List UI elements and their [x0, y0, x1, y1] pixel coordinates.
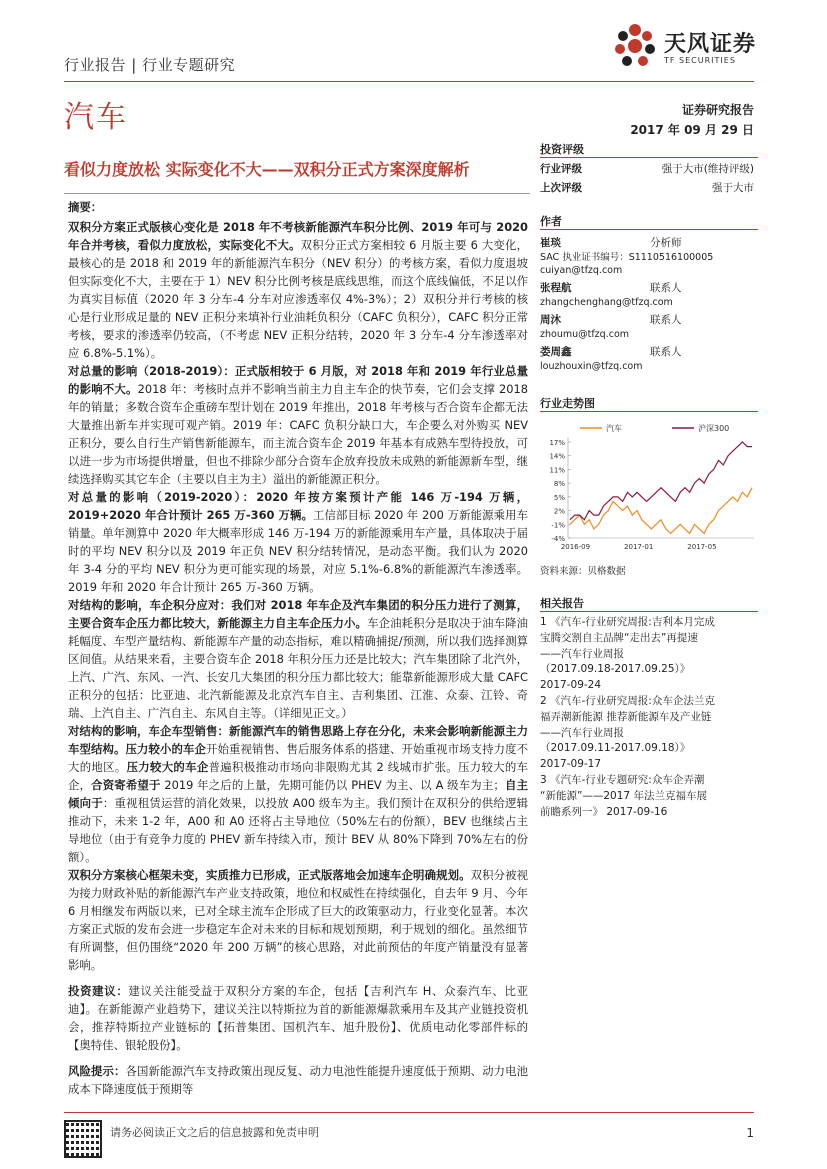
prev-rating-label: 上次评级	[540, 182, 582, 194]
author-email[interactable]: zhoumu@tfzq.com	[540, 329, 630, 340]
body-text: 普遍积极推动市场向非限购尤其 2 线城市扩张。压力较大的车企，	[68, 760, 528, 792]
sector-title: 汽车	[64, 100, 128, 135]
bold-text: 自主倾向于	[68, 778, 528, 810]
bold-text: 合资寄希望于	[91, 778, 161, 792]
rating-label: 行业评级	[540, 163, 582, 175]
summary-body	[68, 198, 528, 1098]
related-report-line[interactable]: 1 《汽车-行业研究周报:吉利本月完成	[540, 616, 715, 628]
qr-code-icon	[64, 1120, 102, 1158]
title-divider	[64, 193, 530, 194]
author-email[interactable]: cuiyan@tfzq.com	[540, 265, 623, 276]
author-cert: SAC 执业证书编号：S1110516100005	[540, 252, 714, 263]
author-name: 崔琰	[540, 237, 561, 249]
bold-text: 对总量的影响（2018-2019）：正式版相较于 6 月版，对 2018 年和 2019 年行业总量的影响不大。	[68, 364, 528, 396]
author-name: 周沐	[540, 314, 561, 326]
bold-text: 压力较小的车企	[125, 742, 207, 756]
related-header: 相关报告	[540, 597, 584, 610]
trend-divider	[540, 411, 758, 412]
bold-text: 压力较大的车企	[126, 760, 209, 774]
y-tick-label: 17%	[549, 439, 565, 447]
rating-value: 强于大市(维持评级)	[661, 163, 754, 175]
header-divider	[64, 81, 754, 82]
footer-divider	[64, 1112, 754, 1113]
body-text: 建议关注能受益于双积分方案的车企，包括【吉利汽车 H、众泰汽车、比亚迪】。在新能源产业趋势下，建议关注以特斯拉为首的新能源爆款乘用车及其产业链投资机会，推荐特斯拉产业链标的【拓普集团、国机汽车、旭升股份】、优质电动化零部件标的【奥特佳、银轮股份】。	[68, 984, 528, 1052]
related-report-line[interactable]: “新能源”——2017 年法兰克福车展	[540, 789, 707, 802]
related-report-line[interactable]: （2017.09.11-2017.09.18）》	[540, 742, 691, 755]
report-category: 行业报告 | 行业专题研究	[64, 56, 236, 74]
body-text: 车企油耗积分是取决于油车降油耗幅度、车型产量结构、新能源车产量的动态指标，难以精确捕捉/预测，所以我们选择测算区间值。从结果来看，主要合资车企 2018 年积分压力还是比较大；汽车集团除了北汽外，上汽、广汽、东风、一汽、长安几大集团的积分压力都比较大；能靠新能源形成大量 CAFC 正积分的包括：比亚迪、北汽新能源及北京汽车自主、吉利集团、江淮、众泰、江铃、奇瑞、上汽自主、广汽自主、东风自主等。（详细见正文。）	[68, 616, 528, 720]
related-report-line[interactable]: 福弄潮新能源 推荐新能源车及产业链	[540, 710, 712, 723]
related-report-line[interactable]: 2017-09-17	[540, 758, 602, 771]
rating-divider	[540, 157, 758, 158]
x-tick-label: 2016-09	[560, 543, 591, 551]
related-reports-list	[540, 615, 758, 820]
bold-text: 双积分方案正式版核心变化是 2018 年不考核新能源汽车积分比例、2019 年可与 2020 年合并考核，看似力度放松，实际变化不大。	[68, 220, 528, 252]
related-report-line[interactable]: ——汽车行业周报	[540, 647, 624, 660]
legend-label: 汽车	[606, 424, 622, 433]
related-report-line[interactable]: 3 《汽车-行业专题研究:众车企弄潮	[540, 773, 705, 786]
y-tick-label: 11%	[549, 466, 565, 475]
authors-divider	[540, 229, 758, 230]
report-title: 看似力度放松 实际变化不大——双积分正式方案深度解析	[64, 160, 470, 179]
x-tick-label: 2017-05	[687, 543, 717, 551]
page-number: 1	[746, 1126, 754, 1140]
trend-header: 行业走势图	[540, 397, 595, 410]
y-tick-label: 5%	[553, 493, 565, 502]
x-tick-label: 2017-01	[624, 543, 654, 551]
related-report-line[interactable]: 2017-09-24	[540, 679, 602, 692]
series-line	[570, 442, 752, 520]
chart-source: 资料来源：贝格数据	[540, 566, 626, 577]
authors-header: 作者	[540, 215, 562, 228]
logo-mark-icon	[612, 22, 658, 72]
related-divider	[540, 611, 758, 612]
body-text: 双积分正式方案相较 6 月版主要 6 大变化，最核心的是 2018 和 2019 年的新能源汽车积分（NEV 积分）的考核方案，看似力度退坡但实际变化不大，主要在于 1）NEV 积分比例考核是底线思维，而这个底线偏低，不足以作为真实目标值（2020 年 3 分车-4 分车对应渗透率仅 4%-3%）；2）双积分并行考核的核心是行业形成足量的 NEV 正积分来填补行业油耗负积分（CAFC 负积分），CAFC 积分正常考核，要求的渗透率仍较高，（不考虑 NEV 正积分结转，2020 年 3 分车-4 分车渗透率对应 6.8%-5.1%）。	[68, 238, 528, 360]
body-text: 各国新能源汽车支持政策出现反复、动力电池性能提升速度低于预期、动力电池成本下降速度低于预期等	[68, 1064, 528, 1096]
logo-name: 天风证券	[664, 32, 757, 57]
author-name: 娄周鑫	[540, 346, 572, 358]
industry-trend-chart	[540, 420, 758, 560]
bold-text: 对总量的影响（2019-2020）：2020 年按方案预计产能 146 万-194 万辆，2019+2020 年合计预计 265 万-360 万辆。	[68, 490, 528, 522]
risk-warning	[68, 1062, 528, 1098]
y-tick-label: 8%	[553, 480, 565, 489]
author-role: 联系人	[650, 346, 682, 358]
y-tick-label: 14%	[549, 452, 565, 461]
author-email[interactable]: zhangchenghang@tfzq.com	[540, 297, 673, 308]
body-text: 2018 年：考核时点并不影响当前主力自主车企的快节奏，它们会支撑 2018 年的销量；多数合资车企重磅车型计划在 2019 年推出，2018 年考核与否合资车企都无法大量推出新车并实现可观产销。2019 年：CAFC 负积分缺口大，车企要么对外购买 NEV 正积分，要么自行生产销售新能源车，而主流合资车企 2019 年基本有成熟车型待投放，可以进一步为市场提供增量，但也不排除少部分合资车企放弃投放未成熟的新能源新车型，继续选择购买其它车企（主要以自主为主）溢出的新能源正积分。	[68, 382, 528, 486]
disclaimer[interactable]: 请务必阅读正文之后的信息披露和免责申明	[110, 1126, 319, 1139]
bold-text: 对结构的影响，车企积分应对：我们对 2018 年车企及汽车集团的积分压力进行了测算，主要合资车企压力都比较大，新能源主力自主车企压力小。	[68, 598, 528, 630]
y-tick-label: 2%	[553, 507, 565, 516]
series-line	[570, 488, 752, 534]
body-text: 开始重视销售、售后服务体系的搭建、开始重视市场支持力度不大的地区。	[68, 742, 528, 774]
bold-text: 风险提示：	[68, 1064, 126, 1078]
author-role: 联系人	[650, 314, 682, 326]
summary-paragraph	[68, 596, 528, 722]
author-role: 分析师	[650, 237, 682, 249]
author-name: 张程航	[540, 282, 572, 294]
body-text: 工信部目标 2020 年 200 万新能源乘用车销量。单年测算中 2020 年大概率形成 146 万-194 万的新能源乘用车产量，具体取决于届时的平均 NEV 积分以及 2019 年正负 NEV 积分结转情况，是动态平衡。我们认为 2020 年 3-4 分的平均 NEV 积分为更可能实现的场景，对应 5.1%-6.8%的新能源汽车渗透率。2019 年和 2020 年合计预计 265 万-360 万辆。	[68, 508, 528, 594]
summary-paragraph	[68, 362, 528, 488]
related-report-line[interactable]: 宝腾交割自主品牌“走出去”再提速	[540, 631, 698, 644]
body-text: 双积分被视为接力财政补贴的新能源汽车产业支持政策，地位和权威性在持续强化，自去年 9 月、今年 6 月相继发布两版以来，已对全球主流车企形成了巨大的政策驱动力，行业变化显著。本次方案正式版的发布会进一步稳定车企对未来的目标和规划预期，利于规划的细化。虽然细节有所调整，但仍围绕“2020 年 200 万辆”的核心思路，对此前预估的年度产销量没有显著影响。	[68, 868, 528, 972]
report-type: 证券研究报告	[681, 103, 754, 117]
investment-advice	[68, 982, 528, 1054]
summary-paragraph	[68, 866, 528, 974]
author-role: 联系人	[650, 282, 682, 294]
body-text: 2019 年之后的上量，先期可能仍以 PHEV 为主、以 A 级车为主；	[160, 778, 505, 792]
summary-paragraph	[68, 488, 528, 596]
summary-paragraph	[68, 218, 528, 362]
bold-text: 对结构的影响，车企车型销售：新能源汽车的销售思路上存在分化，未来会影响新能源主力车型结构。	[68, 724, 528, 756]
logo	[612, 22, 772, 74]
summary-header: 摘要：	[68, 200, 103, 214]
bold-text: 双积分方案核心框架未变，实质推力已形成，正式版落地会加速车企明确规划。	[68, 868, 471, 882]
legend-label: 沪深300	[698, 424, 730, 433]
logo-subtitle: TF SECURITIES	[664, 56, 736, 65]
related-report-line[interactable]: ——汽车行业周报	[540, 726, 624, 739]
y-tick-label: -4%	[551, 535, 565, 543]
related-report-line[interactable]: 2 《汽车-行业研究周报:众车企法兰克	[540, 694, 715, 707]
related-report-line[interactable]: 前瞻系列一》 2017-09-16	[540, 805, 668, 818]
bold-text: 投资建议：	[68, 984, 129, 998]
prev-rating-value: 强于大市	[712, 182, 754, 194]
rating-header: 投资评级	[540, 143, 584, 156]
author-email[interactable]: louzhouxin@tfzq.com	[540, 361, 643, 372]
y-tick-label: -1%	[551, 521, 565, 530]
summary-paragraph	[68, 722, 528, 866]
related-report-line[interactable]: （2017.09.18-2017.09.25）》	[540, 663, 691, 676]
body-text: ：重视租赁运营的消化效果，以投放 A00 级车为主。我们预计在双积分的供给逻辑推动下，未来 1-2 年，A00 和 A0 还将占主导地位（50%左右的份额），BEV 也继续占主导地位（由于有竞争力度的 PHEV 新车持续入市，预计 BEV 从 80%下降到 70%左右的份额）。	[68, 796, 528, 864]
report-date: 2017 年 09 月 29 日	[630, 123, 754, 137]
